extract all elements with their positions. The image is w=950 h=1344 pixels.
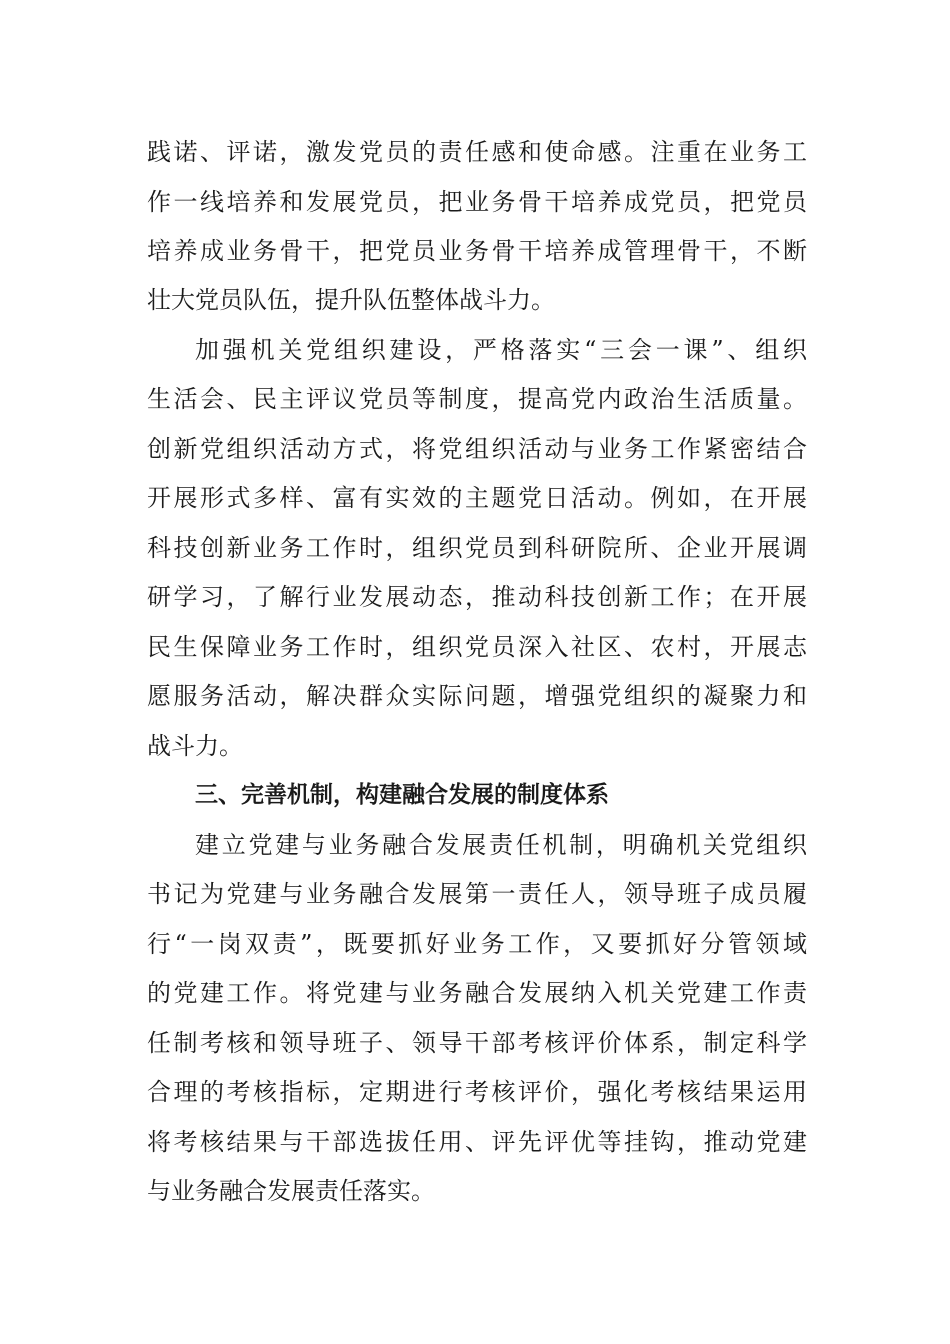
paragraph-2-line-2: 生活会、民主评议党员等制度，提高党内政治生活质量。 <box>147 385 807 413</box>
paragraph-2-line-1: 加强机关党组织建设，严格落实“三会一课”、组织 <box>195 336 807 364</box>
paragraph-2-line-8: 愿服务活动，解决群众实际问题，增强党组织的凝聚力和 <box>147 682 807 710</box>
paragraph-1-line-3: 培养成业务骨干，把党员业务骨干培养成管理骨干，不断 <box>147 237 807 265</box>
paragraph-2-line-9: 战斗力。 <box>147 732 243 760</box>
paragraph-1-line-4: 壮大党员队伍，提升队伍整体战斗力。 <box>147 286 555 314</box>
paragraph-2-line-6: 研学习，了解行业发展动态，推动科技创新工作；在开展 <box>147 583 807 611</box>
paragraph-2-line-5: 科技创新业务工作时，组织党员到科研院所、企业开展调 <box>147 534 807 562</box>
paragraph-1-line-1: 践诺、评诺，激发党员的责任感和使命感。注重在业务工 <box>147 138 807 166</box>
paragraph-2-line-4: 开展形式多样、富有实效的主题党日活动。例如，在开展 <box>147 484 807 512</box>
section-heading: 三、完善机制，构建融合发展的制度体系 <box>195 782 609 808</box>
paragraph-2-line-3: 创新党组织活动方式，将党组织活动与业务工作紧密结合 <box>147 435 807 463</box>
paragraph-3-line-1: 建立党建与业务融合发展责任机制，明确机关党组织 <box>195 831 807 859</box>
paragraph-3-line-2: 书记为党建与业务融合发展第一责任人，领导班子成员履 <box>147 880 807 908</box>
paragraph-1-line-2: 作一线培养和发展党员，把业务骨干培养成党员，把党员 <box>147 188 807 216</box>
paragraph-3-line-3: 行“一岗双责”，既要抓好业务工作，又要抓好分管领域 <box>147 930 807 958</box>
paragraph-3-line-7: 将考核结果与干部选拔任用、评先评优等挂钩，推动党建 <box>147 1128 807 1156</box>
paragraph-3-line-8: 与业务融合发展责任落实。 <box>147 1177 435 1205</box>
paragraph-2-line-7: 民生保障业务工作时，组织党员深入社区、农村，开展志 <box>147 633 807 661</box>
paragraph-3-line-6: 合理的考核指标，定期进行考核评价，强化考核结果运用 <box>147 1078 807 1106</box>
paragraph-3-line-5: 任制考核和领导班子、领导干部考核评价体系，制定科学 <box>147 1029 807 1057</box>
paragraph-3-line-4: 的党建工作。将党建与业务融合发展纳入机关党建工作责 <box>147 979 807 1007</box>
